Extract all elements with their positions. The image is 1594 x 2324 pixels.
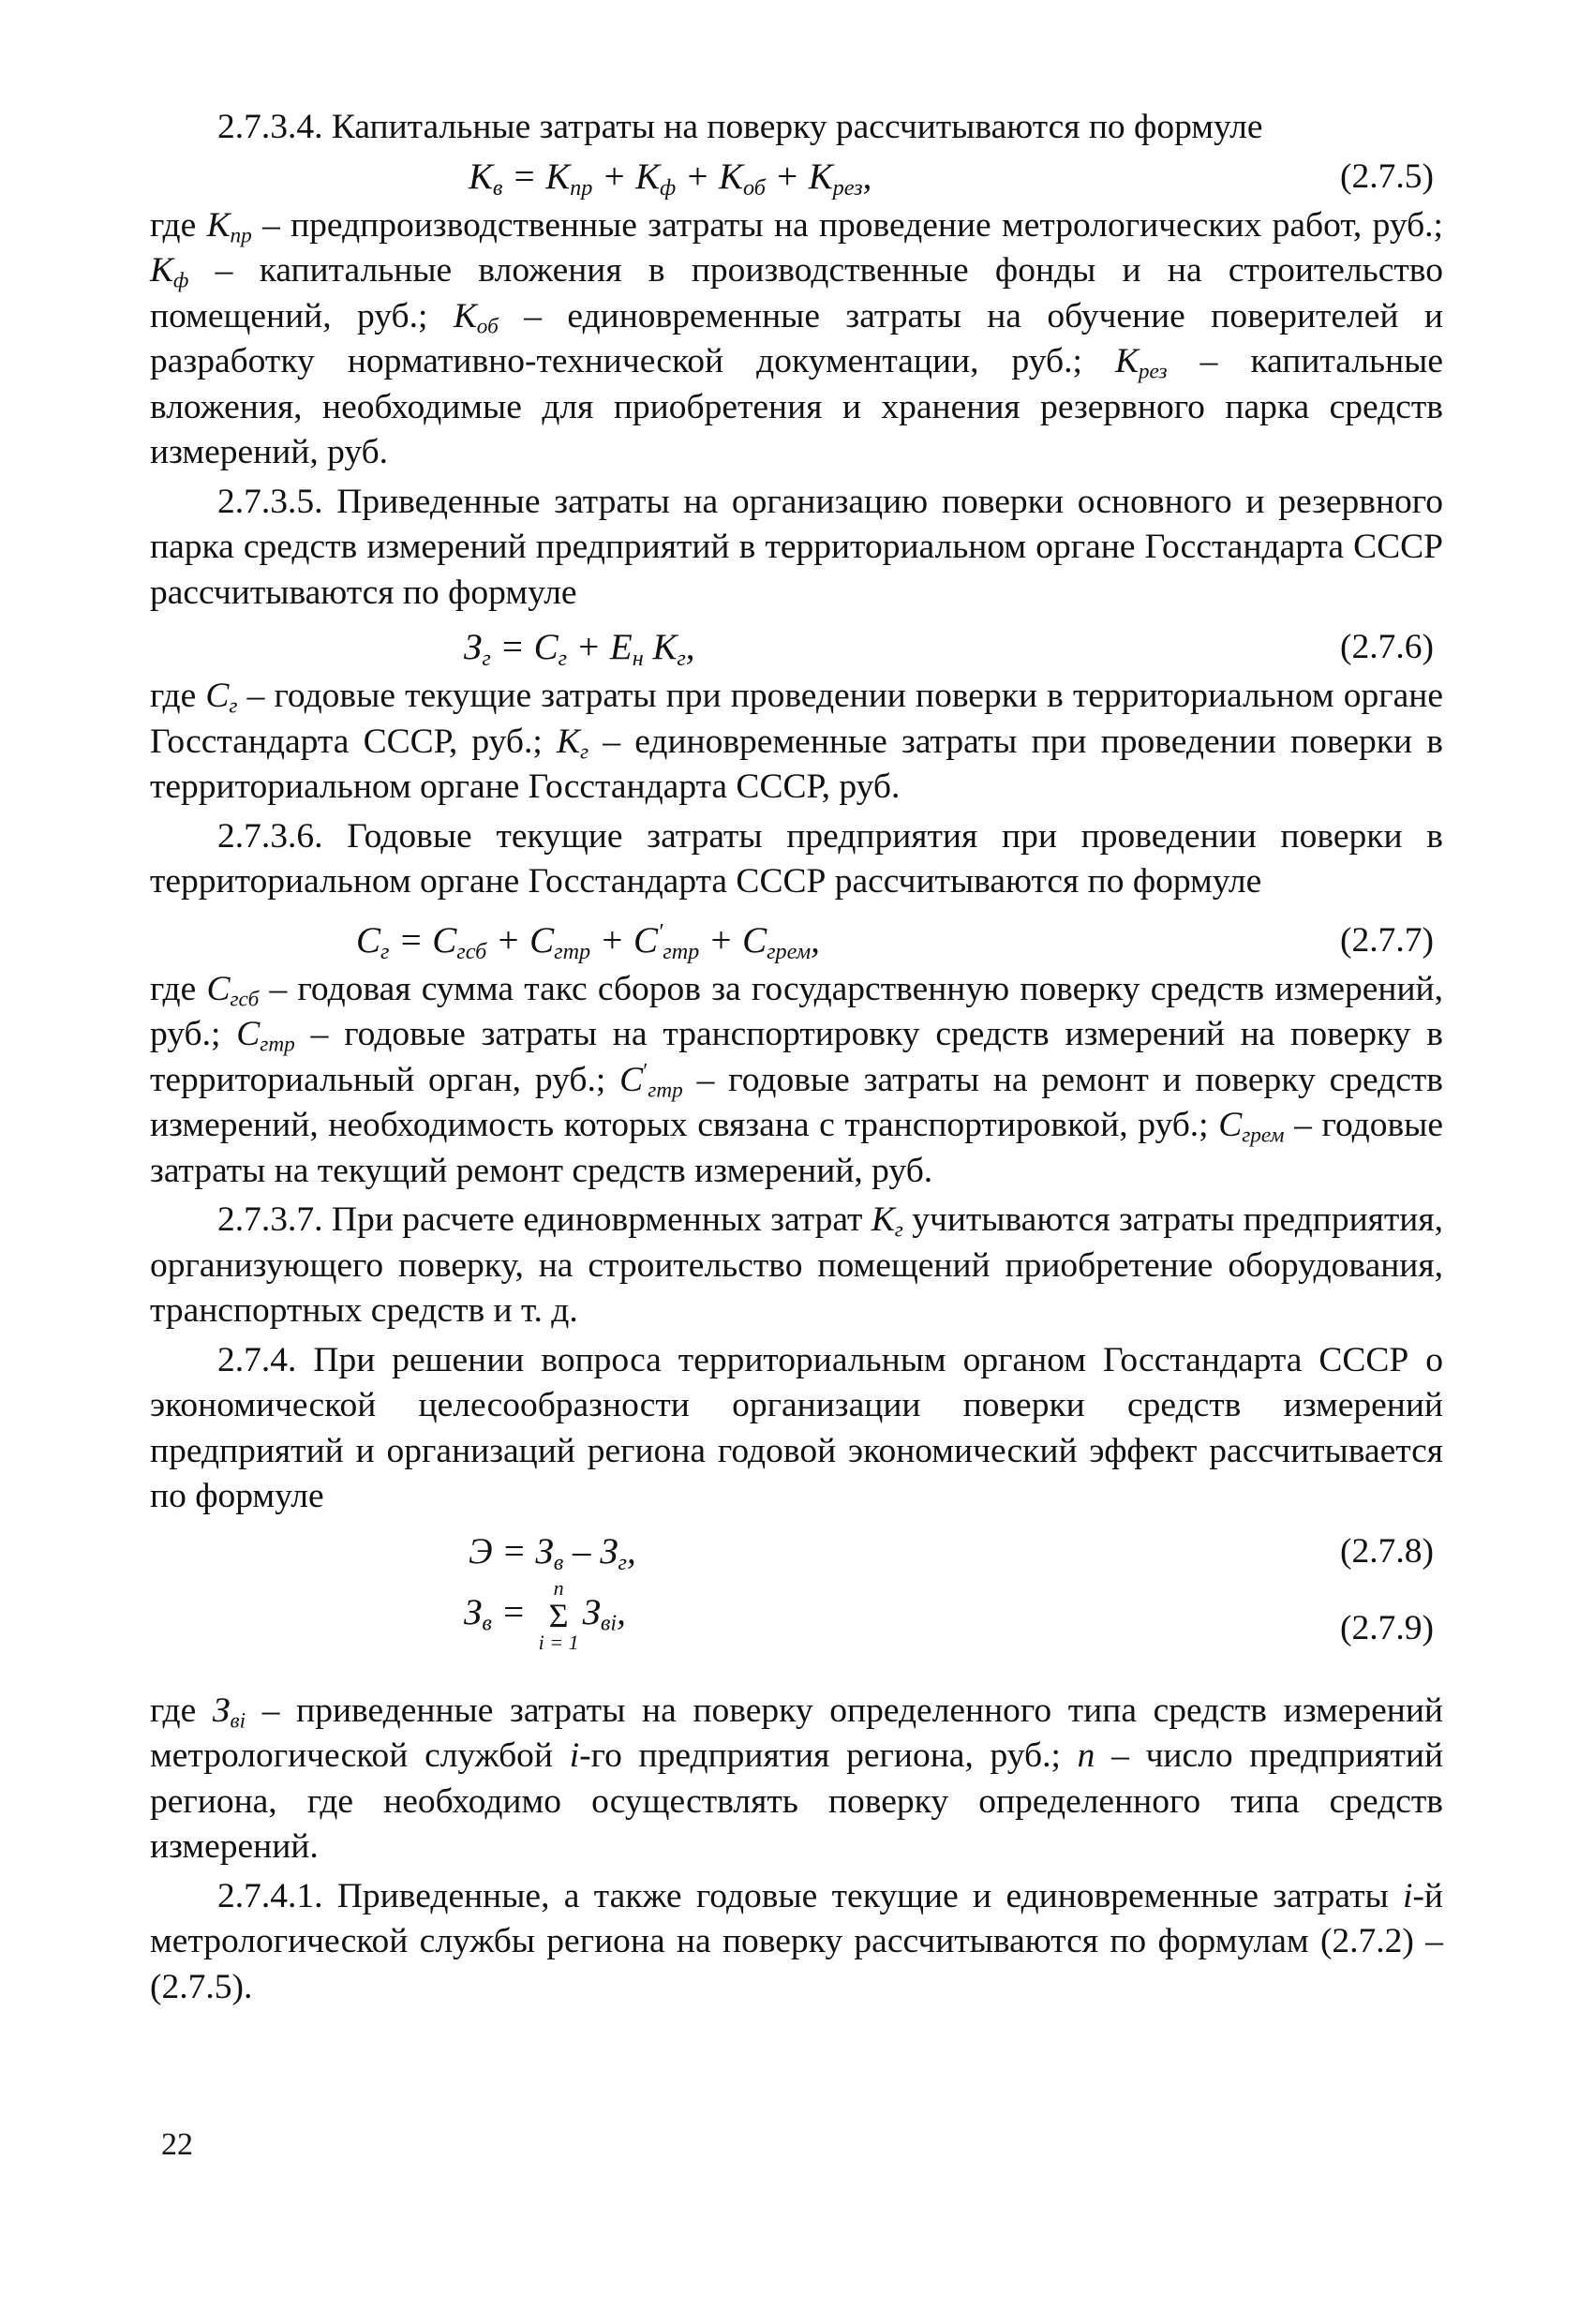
formula-expression: $С_г = С_{гсб} + С_{гтр} + С'_{гтр} + С_{грем}$,: [356, 918, 820, 964]
formula-2-7-9: [150, 1575, 1443, 1681]
formula-expression: $З_г = С_г + Е_н$ $К_г$,: [464, 627, 695, 671]
paragraph-2-7-3-5: [150, 480, 1443, 617]
formula-2-7-7: [150, 915, 1443, 967]
paragraph-2-7-4-1: 2.7.4.1. Приведенные, а также годовые текущие и единовременные затраты i-й метрологической службы региона на поверку рассчитываются по формулам (2.7.2) – (2.7.5).: [150, 1876, 1443, 2006]
paragraph-2-7-3-4: [150, 105, 1443, 151]
paragraph-text: 2.7.3.4. Капитальные затраты на поверку рассчитываются по формуле: [217, 108, 1263, 146]
page-body: [150, 105, 1443, 2010]
formula-number: (2.7.6): [1340, 628, 1434, 666]
paragraph-where-2-7-9: где $З_{вi}$ – приведенные затраты на поверку определенного типа средств измерений метрологической службой i-го предприятия региона, руб.; n – число предприятий региона, где необходимо осуществлять поверку определенного типа средств измерений.: [150, 1691, 1444, 1866]
formula-2-7-8: [150, 1526, 1443, 1578]
formula-number: (2.7.5): [1340, 156, 1434, 196]
paragraph-2-7-4: [150, 1338, 1443, 1520]
formula-number: (2.7.7): [1340, 920, 1434, 960]
paragraph-where-2-7-6: где $С_г$ – годовые текущие затраты при проведении поверки в территориальном органе Госстандарта СССР, руб.; $К_г$ – единовременные затраты при проведении поверки в территориальном органе Госстандарта СССР, руб.: [150, 677, 1443, 806]
formula-expression: $З_в$ = n Σ i = 1 $З_{вi}$,: [464, 1575, 626, 1654]
formula-number: (2.7.9): [1340, 1608, 1434, 1647]
paragraph-where-2-7-7: где $С_{гсб}$ – годовая сумма такс сборов за государственную поверку средств измерений, руб.; $С_{гтр}$ – годовые затраты на транспортировку средств измерений на поверку в территориальный орган, руб.; $С'_{гтр}$ – годовые затраты на ремонт и поверку средств измерений, необходимость которых связана с транспортировкой, руб.; $С_{грем}$ – годовые затраты на текущий ремонт средств измерений, руб.: [150, 969, 1443, 1190]
paragraph-text: 2.7.3.6. Годовые текущие затраты предприятия при проведении поверки в территориальном органе Госстандарта СССР рассчитываются по формуле: [150, 816, 1443, 901]
formula-expression: $Э = З_в - З_г$,: [469, 1530, 636, 1575]
formula-2-7-6: [150, 621, 1443, 674]
formula-expression: $К_в = К_{пр} + К_ф + К_{об} + К_{рез}$,: [469, 156, 872, 201]
paragraph-2-7-3-6: [150, 814, 1443, 905]
page-number: 22: [161, 2127, 193, 2162]
paragraph-text: 2.7.4. При решении вопроса территориальным органом Госстандарта СССР о экономической целесообразности организации поверки средств измерений предприятий и организаций региона годовой экономический эффект рассчитывается по формуле: [150, 1340, 1443, 1515]
paragraph-2-7-3-7: 2.7.3.7. При расчете единоврменных затрат $К_г$ учитываются затраты предприятия, организующего поверку, на строительство помещений приобретение оборудования, транспортных средств и т. д.: [150, 1200, 1443, 1330]
formula-2-7-5: [150, 151, 1443, 203]
sum-operator: n Σ i = 1: [538, 1575, 579, 1654]
paragraph-text: 2.7.3.5. Приведенные затраты на организацию поверки основного и резервного парка средств измерений предприятий в территориальном органе Госстандарта СССР рассчитываются по формуле: [150, 482, 1443, 612]
paragraph-where-2-7-5: где $К_{пр}$ – предпроизводственные затраты на проведение метрологических работ, руб.; $К_ф$ – капитальные вложения в производственные фонды и на строительство помещений, руб.; $К_{об}$ – единовременные затраты на обучение поверителей и разработку нормативно-технической документации, руб.; $К_{рез}$ – капитальные вложения, необходимые для приобретения и хранения резервного парка средств измерений, руб.: [150, 205, 1443, 471]
formula-number: (2.7.8): [1340, 1531, 1434, 1571]
